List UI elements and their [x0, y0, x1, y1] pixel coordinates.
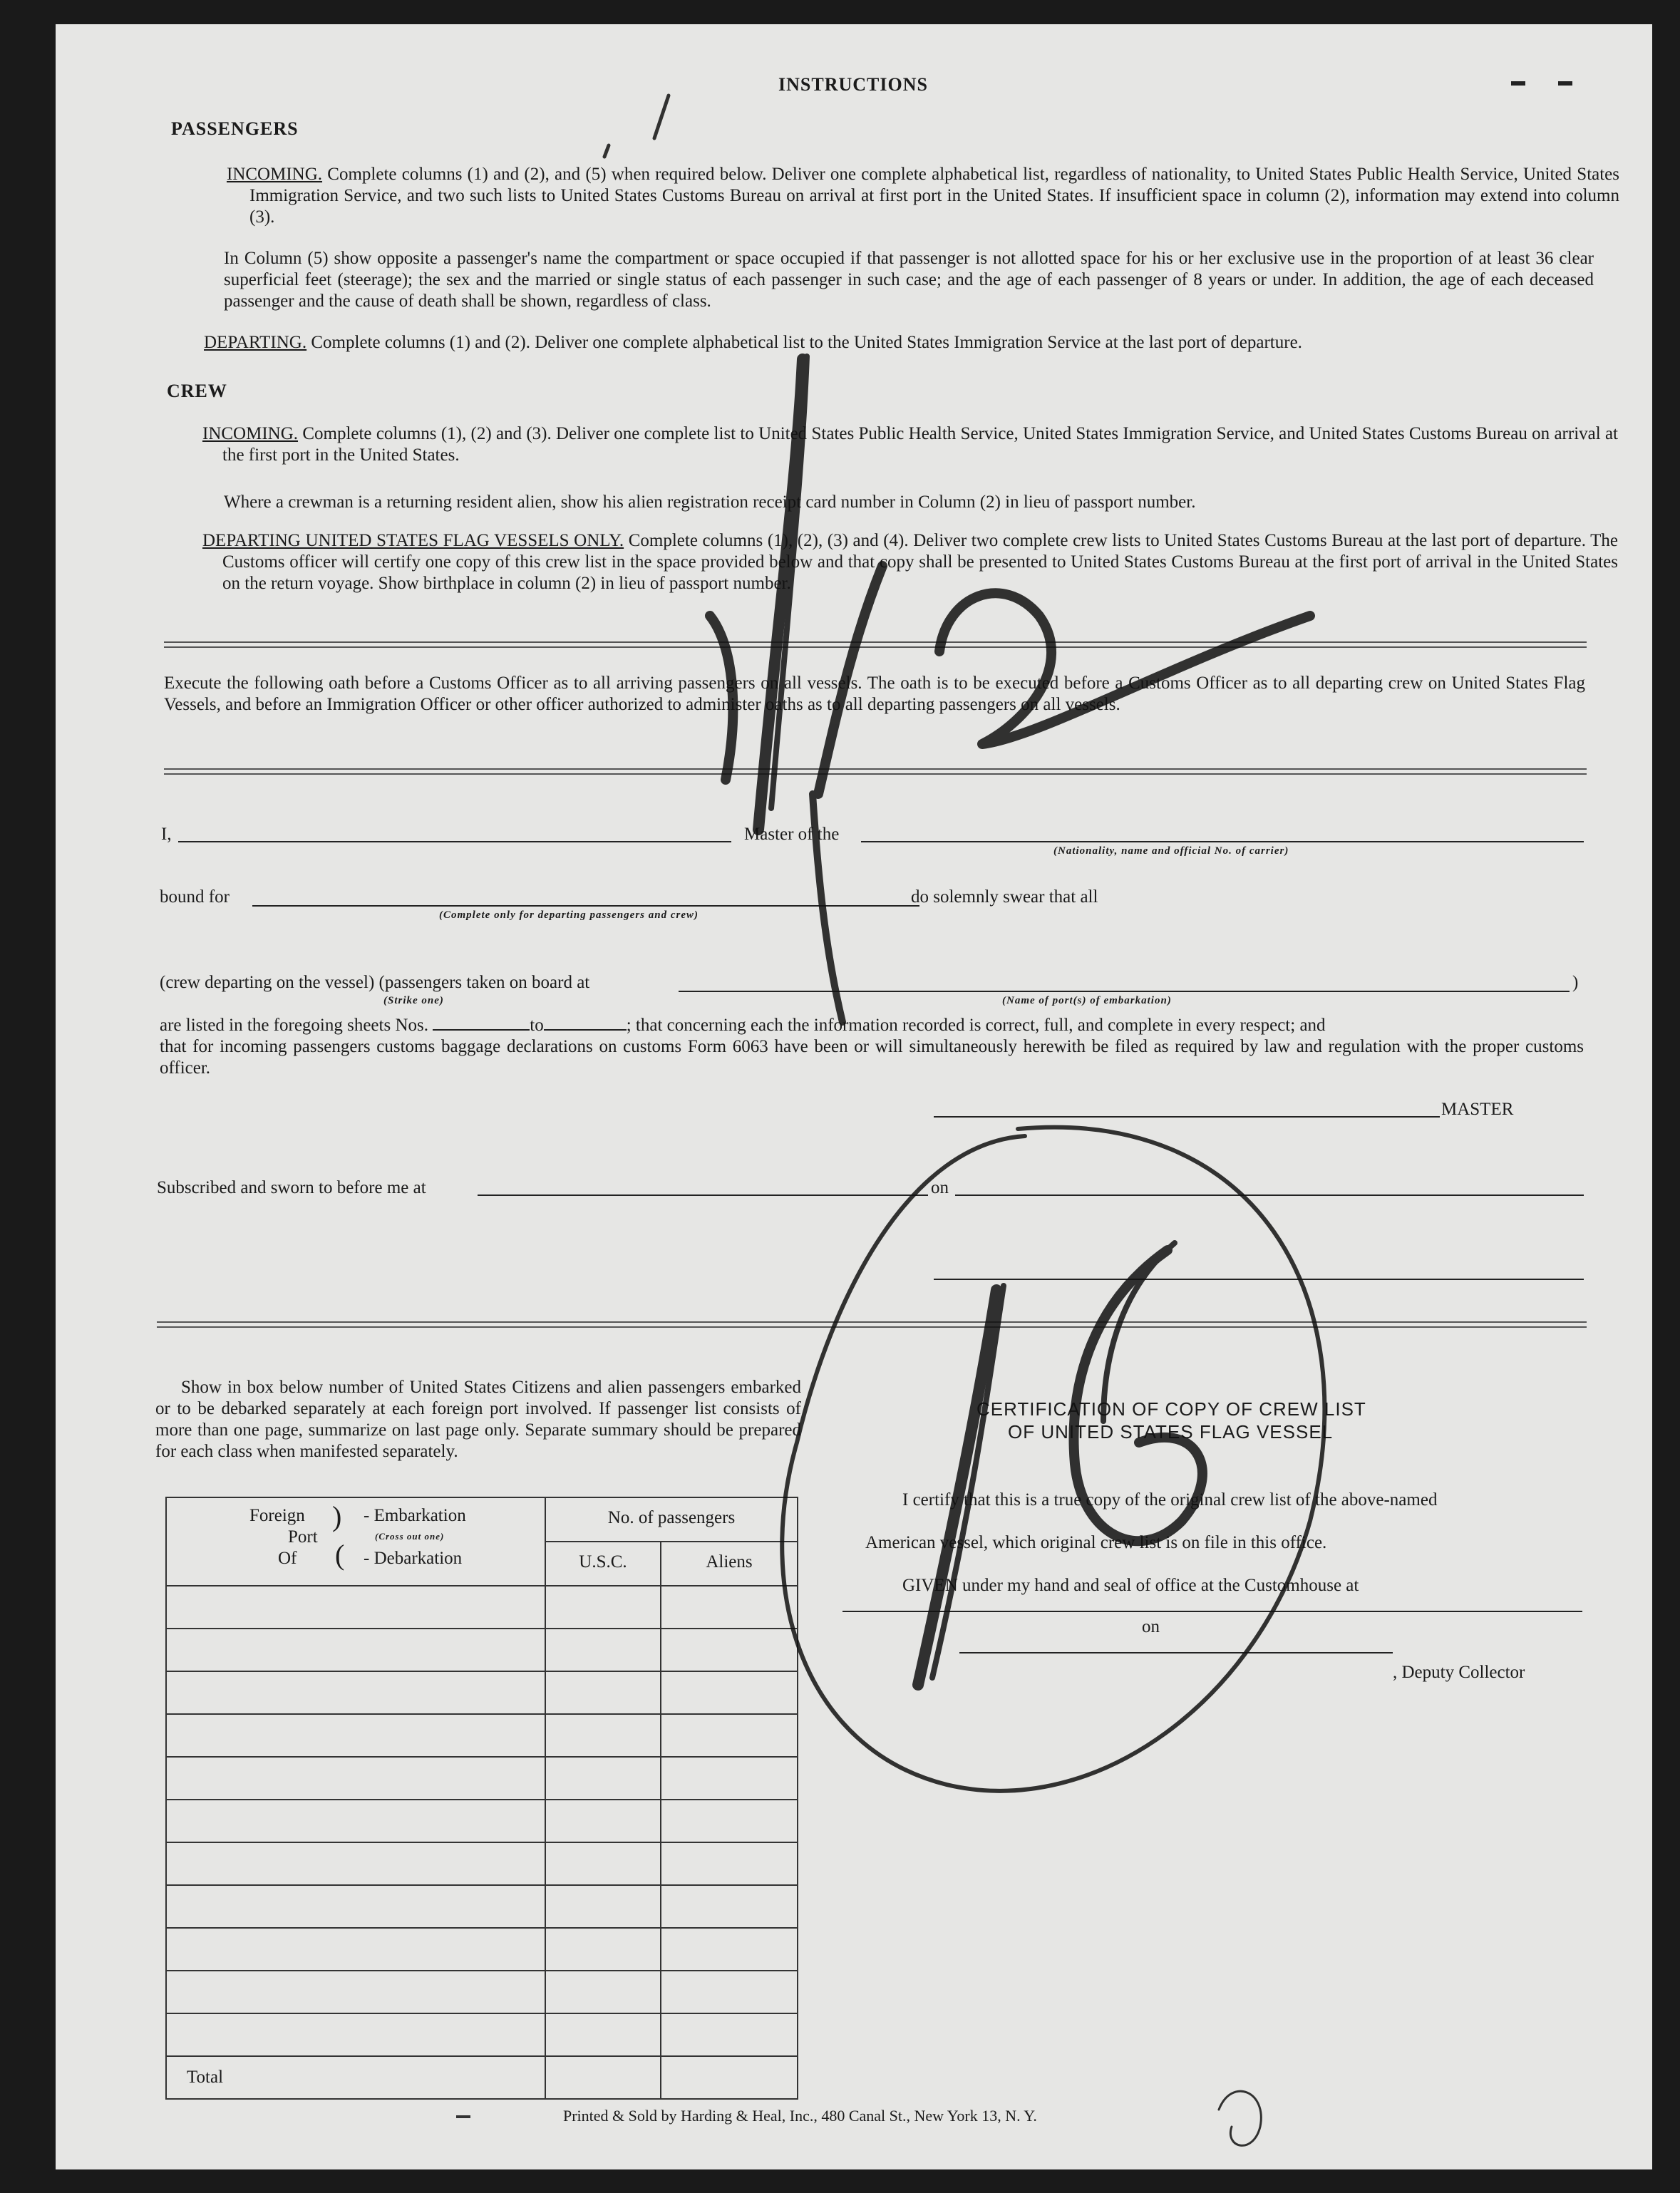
sheet-from-field[interactable] [433, 1015, 530, 1031]
port-embarkation-field[interactable] [679, 991, 1570, 992]
footer-mark [456, 2115, 470, 2118]
passengers-incoming [227, 164, 1619, 228]
usc-cell[interactable] [545, 1671, 661, 1714]
usc-cell[interactable] [545, 1714, 661, 1757]
corner-mark [1558, 81, 1572, 86]
crew-incoming-text: Complete columns (1), (2) and (3). Deliver one complete list to United States Public Health Service, United States Immigration Service, and United States Customs Bureau on arrival at the first port in the United States. [222, 424, 1619, 465]
port-cell[interactable] [166, 1629, 545, 1671]
listed-text-1: are listed in the foregoing sheets Nos. [160, 1016, 428, 1035]
table-row [166, 1928, 798, 1971]
strike-one-note: (Strike one) [383, 995, 444, 1006]
carrier-note: (Nationality, name and official No. of carrier) [1053, 845, 1289, 857]
usc-cell[interactable] [545, 1885, 661, 1928]
carrier-field[interactable] [861, 841, 1584, 842]
debarkation-label: - Debarkation [364, 1549, 463, 1568]
brace-top: ) [332, 1500, 342, 1532]
passengers-incoming-text: Complete columns (1) and (2), and (5) when required below. Deliver one complete alphabetical list, regardless of nationality, to United States Public Health Service, United States Immigration Service, and two such lists to United States Customs Bureau on arrival at first port in the United States. If insufficient space in column (2), information may extend into column (3). [249, 165, 1620, 227]
summary-instructions: Show in box below number of United States Citizens and alien passengers embarked or to be debarked separately at each foreign port involved. If passenger list consists of more than one page, summarize on last page only. Separate summary should be prepared for each class when manifested separately. [155, 1378, 801, 1461]
subscribed-on-label: on [931, 1178, 949, 1197]
table-row [166, 1885, 798, 1928]
aliens-cell[interactable] [661, 1800, 798, 1842]
usc-cell[interactable] [545, 2013, 661, 2056]
officer-signature-field[interactable] [934, 1279, 1584, 1280]
usc-cell[interactable] [545, 1629, 661, 1671]
table-row [166, 1800, 798, 1842]
usc-cell[interactable] [545, 1757, 661, 1800]
crew-departing-label: DEPARTING UNITED STATES FLAG VESSELS ONLY. [202, 531, 624, 550]
table-row [166, 1757, 798, 1800]
listed-line [160, 1015, 1326, 1036]
port-cell[interactable] [166, 1885, 545, 1928]
aliens-cell[interactable] [661, 1842, 798, 1885]
form-page [56, 24, 1652, 2169]
bound-note: (Complete only for departing passengers and crew) [439, 909, 699, 921]
corner-mark [1511, 81, 1525, 86]
master-of-the-label: Master of the [744, 825, 840, 844]
close-paren: ) [1572, 973, 1579, 992]
cert-title-1: CERTIFICATION OF COPY OF CREW LIST [976, 1398, 1366, 1420]
divider [157, 1321, 1587, 1328]
table-row [166, 1842, 798, 1885]
oath-intro: Execute the following oath before a Customs Officer as to all arriving passengers on all vessels. The oath is to be executed before a Customs Officer as to all departing crew on United States Flag Vessels, and before an Immigration Officer or other officer authorized to administer oaths as to all departing passengers on all vessels. [164, 674, 1585, 714]
bound-for-field[interactable] [252, 905, 919, 907]
passengers-heading: PASSENGERS [171, 118, 299, 139]
of-label: Of [278, 1549, 297, 1568]
total-usc-cell[interactable] [545, 2056, 661, 2099]
subscribed-date-field[interactable] [955, 1194, 1584, 1196]
usc-cell[interactable] [545, 1586, 661, 1629]
divider [164, 768, 1587, 775]
total-label-cell [166, 2056, 545, 2099]
sheet-to-field[interactable] [544, 1015, 627, 1031]
crew-departing-text: (crew departing on the vessel) (passengers taken on board at [160, 973, 590, 992]
master-label: MASTER [1441, 1100, 1514, 1119]
port-header-cell [166, 1497, 545, 1586]
aliens-cell[interactable] [661, 1757, 798, 1800]
usc-label: U.S.C. [546, 1542, 661, 1585]
table-row [166, 2013, 798, 2056]
listed-rest: that for incoming passengers customs baggage declarations on customs Form 6063 have been or will simultaneously herewith be filed as required by law and regulation with the proper customs officer. [160, 1037, 1584, 1078]
cert-line-2: American vessel, which original crew list is on file in this office. [865, 1533, 1327, 1552]
port-cell[interactable] [166, 1714, 545, 1757]
usc-cell[interactable] [545, 1928, 661, 1971]
port-cell[interactable] [166, 1586, 545, 1629]
brace-bottom: ( [335, 1539, 345, 1571]
port-cell[interactable] [166, 1928, 545, 1971]
crew-incoming-label: INCOMING. [202, 424, 299, 443]
passengers-departing [204, 332, 1598, 354]
foreign-label: Foreign [249, 1506, 305, 1525]
aliens-label: Aliens [706, 1552, 753, 1572]
aliens-cell[interactable] [661, 1971, 798, 2013]
port-cell[interactable] [166, 1842, 545, 1885]
passengers-departing-text: Complete columns (1) and (2). Deliver one complete alphabetical list to the United States Immigration Service at the last port of departure. [311, 333, 1302, 352]
port-cell[interactable] [166, 1971, 545, 2013]
cross-out-note: (Cross out one) [375, 1531, 445, 1542]
deputy-collector-signature[interactable] [959, 1652, 1393, 1653]
table-row [166, 1671, 798, 1714]
passengers-incoming-label: INCOMING. [227, 165, 323, 184]
total-label: Total [187, 2068, 224, 2087]
aliens-cell[interactable] [661, 1629, 798, 1671]
passengers-column5: In Column (5) show opposite a passenger's name the compartment or space occupied if that passenger is not allotted space for his or her exclusive use in the proportion of at least 36 clear superficial feet (steerage); the sex and the married or single status of each passenger in such case; and the age of each passenger of 8 years or under. In addition, the age of each deceased passenger and the cause of death shall be shown, regardless of class. [224, 249, 1594, 311]
aliens-cell[interactable] [661, 1928, 798, 1971]
aliens-cell[interactable] [661, 1714, 798, 1757]
usc-cell[interactable] [545, 1800, 661, 1842]
crew-heading: CREW [167, 381, 227, 401]
table-header-row [166, 1497, 798, 1586]
table-row [166, 1971, 798, 2013]
table-row [166, 1629, 798, 1671]
port-note: (Name of port(s) of embarkation) [1002, 995, 1172, 1006]
total-aliens-cell[interactable] [661, 2056, 798, 2099]
total-row [166, 2056, 798, 2099]
port-label: Port [288, 1527, 318, 1547]
swear-text: do solemnly swear that all [911, 887, 1098, 907]
usc-cell[interactable] [545, 1971, 661, 2013]
cert-title-2: OF UNITED STATES FLAG VESSEL [1008, 1421, 1334, 1443]
listed-to: to [530, 1016, 544, 1035]
passenger-summary-table [165, 1497, 798, 2100]
aliens-cell[interactable] [661, 2013, 798, 2056]
port-cell[interactable] [166, 1671, 545, 1714]
page-title: INSTRUCTIONS [778, 74, 928, 95]
passengers-header-cell [545, 1497, 798, 1586]
master-signature-field[interactable] [934, 1116, 1440, 1118]
bound-for-label: bound for [160, 887, 230, 907]
cert-line-1: I certify that this is a true copy of the original crew list of the above-named [902, 1490, 1438, 1510]
aliens-cell[interactable] [661, 1586, 798, 1629]
deputy-collector-label: , Deputy Collector [1393, 1663, 1525, 1682]
cert-customhouse-field[interactable] [842, 1611, 1582, 1612]
table-row [166, 1586, 798, 1629]
oath-i-label: I, [161, 825, 172, 844]
master-name-field[interactable] [178, 841, 731, 842]
cert-line-3: GIVEN under my hand and seal of office at the Customhouse at [902, 1576, 1359, 1595]
usc-cell[interactable] [545, 1842, 661, 1885]
passengers-departing-label: DEPARTING. [204, 333, 307, 352]
no-passengers-label: No. of passengers [546, 1498, 797, 1542]
subscribed-place-field[interactable] [478, 1194, 928, 1196]
embarkation-label: - Embarkation [364, 1506, 466, 1525]
aliens-cell[interactable] [661, 1885, 798, 1928]
port-cell[interactable] [166, 2013, 545, 2056]
aliens-cell[interactable] [661, 1671, 798, 1714]
listed-text-2: ; that concerning each the information recorded is correct, full, and complete in every respect; and [626, 1016, 1326, 1035]
divider [164, 641, 1587, 648]
crew-departing [202, 530, 1618, 594]
printer-credit: Printed & Sold by Harding & Heal, Inc., 480 Canal St., New York 13, N. Y. [563, 2107, 1037, 2125]
port-cell[interactable] [166, 1757, 545, 1800]
subscribed-label: Subscribed and sworn to before me at [157, 1178, 426, 1197]
cert-on-label: on [1142, 1617, 1160, 1636]
table-row [166, 1714, 798, 1757]
port-cell[interactable] [166, 1800, 545, 1842]
crew-incoming [202, 423, 1618, 466]
crew-resident: Where a crewman is a returning resident alien, show his alien registration receipt card number in Column (2) in lieu of passport number. [224, 492, 1196, 512]
crew-departing-text: Complete columns (1), (2), (3) and (4). Deliver two complete crew lists to United States Customs Bureau at the last port of departure. The Customs officer will certify one copy of this crew list in the space provided below and that copy shall be presented to United States Customs Bureau at the first port of arrival in the United States on the return voyage. Show birthplace in column (2) in lieu of passport number. [222, 531, 1618, 593]
